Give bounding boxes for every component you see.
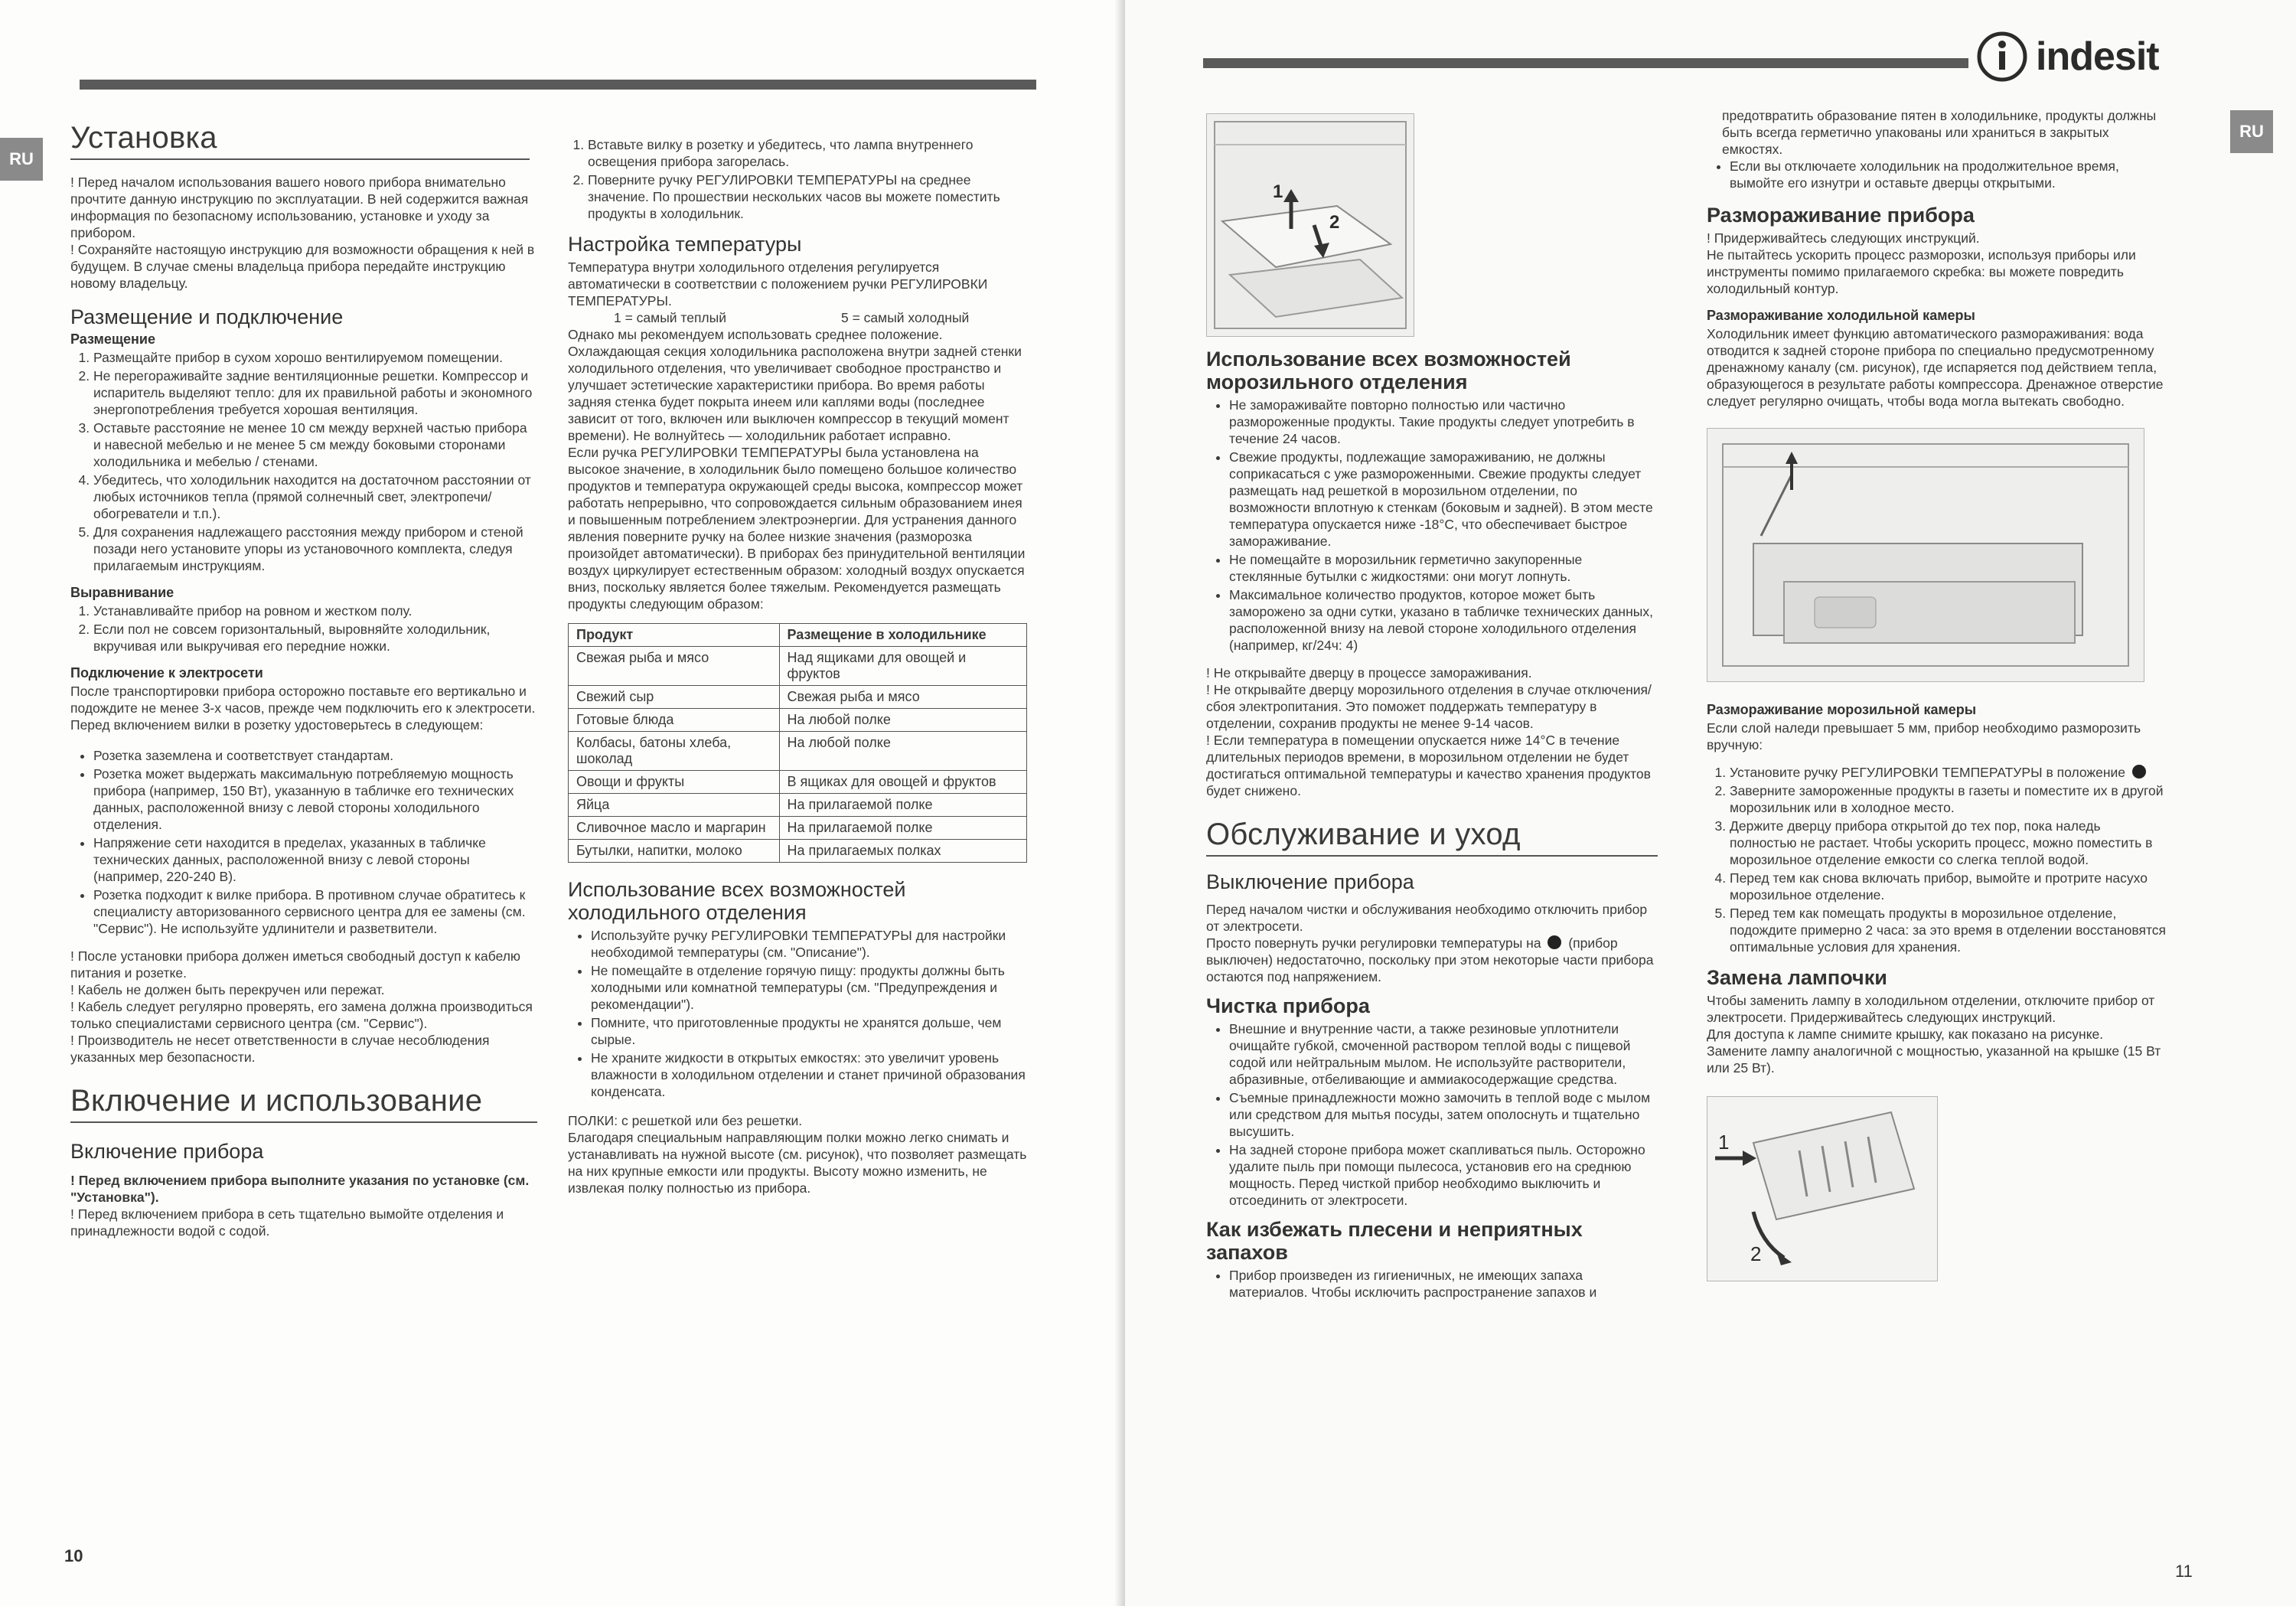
placement-list (70, 349, 537, 574)
continuation-text: предотвратить образование пятен в холодильнике, продукты должны быть всегда герметично упакованы или храниться в закрытых емкостях. (1722, 108, 2157, 157)
list-item (1730, 764, 2166, 781)
heading-placement: Размещение и подключение (70, 305, 344, 328)
list-item: 3. Оставьте расстояние не менее 10 см между верхней частью прибора и навесной мебелью и не менее 5 см между боковыми сторонами холодильника и мебелью / стенами. (93, 419, 537, 470)
table-cell: Сливочное масло и маргарин (569, 817, 780, 840)
power-warning: ! Кабель следует регулярно проверять, его замена должна производиться только специалистами сервисного центра (см. "Сервис"). (70, 999, 533, 1031)
freezer-warning: ! Не открывайте дверцу морозильного отделения в случае отключения/сбоя электропитания. Это поможет поддержать температуру в отделении, сохранив продукты не менее 9-14 часов. (1206, 682, 1652, 731)
shelves-label: ПОЛКИ (568, 1113, 615, 1128)
list-item: 3. Держите дверцу прибора открытой до тех пор, пока наледь полностью не растает. Чтобы ускорить процесс, можно поместить в морозильное отделение емкости со слегка теплой водой. (1730, 818, 2166, 868)
off-position-icon (1548, 935, 1561, 949)
temp-text-1: Температура внутри холодильного отделения регулируется автоматически в соответствии с положением ручки РЕГУЛИРОВКИ ТЕМПЕРАТУРЫ. (568, 260, 988, 308)
shelf-drawing (1207, 114, 1414, 336)
off-position-icon (2132, 765, 2146, 779)
heading-temperature: Настройка температуры (568, 233, 802, 256)
table-cell: В ящиках для овощей и фруктов (779, 771, 1026, 794)
list-item: • Максимальное количество продуктов, которое может быть заморожено за одни сутки, указано в табличке технических данных, расположенной внизу на левой стороне холодильного отделения (например, кг/24ч: 4) (1229, 586, 1658, 654)
list-item: 4. Убедитесь, что холодильник находится на достаточном расстоянии от любых источников тепла (прямой солнечный свет, электропечи/обогреватели и т.п.). (93, 472, 537, 522)
section-title-switch-on: Включение и использование (70, 1084, 537, 1123)
table-row (569, 794, 1027, 817)
heading-switch-on: Включение прибора (70, 1140, 264, 1163)
language-tab: RU (0, 138, 43, 181)
power-warning: ! Производитель не несет ответственности в случае несоблюдения указанных мер безопасности. (70, 1033, 490, 1065)
table-row (569, 817, 1027, 840)
subheading-leveling: Выравнивание (70, 585, 174, 600)
mold-list (1206, 1267, 1658, 1301)
fridge-defrost-text: Холодильник имеет функцию автоматического размораживания: вода отводится к задней стороне прибора по специально предусмотренному дренажному каналу (см. рисунок), где испаряется под действием тепла, образующегося в результате работы компрессора. Дренажное отверстие следует регулярно очищать, чтобы вода могла вытекать свободно. (1707, 326, 2164, 409)
subheading-placement: Размещение (70, 331, 155, 347)
table-header: Размещение в холодильнике (779, 624, 1026, 647)
temp-text-2: Однако мы рекомендуем использовать среднее положение. Охлаждающая секция холодильника расположена внутри задней стенки холодильного отделения, что увеличивает свободное пространство и улучшает эстетические характеристики прибора. Во время работы задняя стенка будет покрыта инеем или каплями воды (последнее зависит от того, включен или выключен компрессор в текущий момент времени). Не волнуйтесь — холодильник работает исправно. (568, 327, 1022, 443)
switch-off-text-2a: Просто повернуть ручки регулировки температуры на (1206, 935, 1541, 951)
temp-cold: 5 = самый холодный (841, 310, 970, 325)
top-rule (80, 80, 1036, 90)
table-cell: Овощи и фрукты (569, 771, 780, 794)
list-item: 2. Не перегораживайте задние вентиляционные решетки. Компрессор и испаритель выделяют тепло: для их правильной работы и экономного энергопотребления требуется хорошая вентиляция. (93, 367, 537, 418)
shelves-label-rest: : с решеткой или без решетки. (614, 1113, 803, 1128)
list-item: 4. Перед тем как снова включать прибор, вымойте и протрите насухо морозильное отделение. (1730, 870, 2166, 903)
list-item: 2. Заверните замороженные продукты в газеты и поместите их в другой морозильник или в холодное место. (1730, 782, 2166, 816)
freezer-warning: ! Если температура в помещении опускается ниже 14°С в течение длительных периодов времени, в морозильном отделении не будет достигаться оптимальной температуры и качество хранения продуктов будет снижено. (1206, 733, 1651, 798)
heading-mold: Как избежать плесени и неприятных запахов (1206, 1218, 1583, 1264)
heading-cleaning: Чистка прибора (1206, 994, 1370, 1017)
language-tab: RU (2230, 110, 2273, 153)
subheading-fridge-defrost: Размораживание холодильной камеры (1707, 308, 1975, 323)
temp-scale (568, 309, 1027, 326)
list-item: • Напряжение сети находится в пределах, указанных в табличке технических данных, расположенной внизу с левой стороны (например, 220-240 В). (93, 834, 537, 885)
list-item: • Не помещайте в морозильник герметично закупоренные стеклянные бутылки с жидкостями: они могут лопнуть. (1229, 551, 1658, 585)
freezer-defrost-list (1707, 764, 2166, 955)
heading-defrost: Размораживание прибора (1707, 204, 1975, 227)
shelves-heading (568, 1112, 1027, 1129)
list-item: • Розетка заземлена и соответствует стандартам. (93, 747, 537, 764)
heading-fridge-use: Использование всех возможностей холодильного отделения (568, 878, 906, 924)
leveling-list (70, 602, 537, 654)
list-item: • Не храните жидкости в открытых емкостях: это увеличит уровень влажности в холодильном отделении и станет причиной образования конденсата. (591, 1049, 1027, 1100)
left-column-1 (70, 121, 537, 1239)
fridge-use-list (568, 927, 1027, 1100)
drain-illustration (1707, 428, 2144, 682)
shelves-text: Благодаря специальным направляющим полки можно легко снимать и устанавливать на нужной высоте (см. рисунок), что позволяет размещать на них крупные емкости или продукты. Высоту можно изменить, не извлекая полку полностью из прибора. (568, 1130, 1027, 1196)
list-item: 1. Размещайте прибор в сухом хорошо вентилируемом помещении. (93, 349, 537, 366)
list-item: • Прибор произведен из гигиеничных, не имеющих запаха материалов. Чтобы исключить распространение запахов и (1229, 1267, 1658, 1301)
list-item: • На задней стороне прибора может скапливаться пыль. Осторожно удалите пыль при помощи пылесоса, установив его на среднюю мощность. Перед чисткой прибор необходимо выключить и отсоединить от электросети. (1229, 1141, 1658, 1209)
figure-label: 2 (1329, 212, 1340, 233)
list-item: • Свежие продукты, подлежащие замораживанию, не должны соприкасаться с уже размороженными. Свежие продукты следует размещать над решеткой в морозильном отделении, по возможности вплотную к стенкам (боковым и задней). В этом месте температура опускается ниже -18°С, что обеспечивает быстрое замораживание. (1229, 449, 1658, 550)
table-header: Продукт (569, 624, 780, 647)
table-cell: На прилагаемой полке (779, 817, 1026, 840)
table-cell: Свежая рыба и мясо (569, 647, 780, 686)
temp-warm: 1 = самый теплый (614, 310, 726, 325)
lamp-text-2: Для доступа к лампе снимите крышку, как показано на рисунке. Замените лампу аналогичной с мощностью, указанной на крышке (15 Вт или 25 Вт). (1707, 1027, 2161, 1076)
list-item: • Не замораживайте повторно полностью или частично размороженные продукты. Такие продукты следует употребить в течение 24 часов. (1229, 397, 1658, 447)
heading-lamp: Замена лампочки (1707, 966, 1887, 989)
right-column-1 (1206, 113, 1658, 1302)
section-title-installation: Установка (70, 121, 530, 160)
power-warning: ! Кабель не должен быть перекручен или пережат. (70, 982, 385, 997)
brand-name: indesit (2036, 34, 2159, 79)
left-column-2 (568, 136, 1027, 1196)
list-item: • Помните, что приготовленные продукты не хранятся дольше, чем сырые. (591, 1014, 1027, 1048)
table-cell: Над ящиками для овощей и фруктов (779, 647, 1026, 686)
drain-drawing (1707, 429, 2144, 681)
switch-warning: ! Перед включением прибора в сеть тщательно вымойте отделения и принадлежности водой с содой. (70, 1206, 504, 1239)
table-header-row (569, 624, 1027, 647)
switch-off-text-2b: (прибор выключен) недостаточно, поскольку при этом некоторые части прибора остаются под напряжением. (1206, 935, 1654, 984)
freezer-warning: ! Не открывайте дверцу в процессе замораживания. (1206, 665, 1532, 681)
list-item: 5. Перед тем как помещать продукты в морозильное отделение, подождите примерно 2 часа: за это время в отделении восстановятся оптимальные условия для хранения. (1730, 905, 2166, 955)
table-cell: На любой полке (779, 709, 1026, 732)
table-row (569, 686, 1027, 709)
table-cell: Яйца (569, 794, 780, 817)
table-cell: Готовые блюда (569, 709, 780, 732)
heading-switch-off: Выключение прибора (1206, 870, 1414, 893)
list-item: • Съемные принадлежности можно замочить в теплой воде с мылом или средством для мытья посуды, затем ополоснуть и тщательно высушить. (1229, 1089, 1658, 1140)
freezer-defrost-text: Если слой наледи превышает 5 мм, прибор необходимо разморозить вручную: (1707, 720, 2141, 752)
subheading-freezer-defrost: Размораживание морозильной камеры (1707, 702, 1977, 717)
start-list (568, 136, 1027, 222)
switch-warning-bold: ! Перед включением прибора выполните указания по установке (см. "Установка"). (70, 1173, 530, 1205)
list-item: 2. Поверните ручку РЕГУЛИРОВКИ ТЕМПЕРАТУРЫ на среднее значение. По прошествии нескольких часов вы можете поместить продукты в холодильник. (588, 171, 1027, 222)
list-item: • Розетка подходит к вилке прибора. В противном случае обратитесь к специалисту авторизованного сервисного центра для ее замены (см. "Сервис"). Не используйте удлинители и разветвители. (93, 886, 537, 937)
table-cell: Колбасы, батоны хлеба, шоколад (569, 732, 780, 771)
defrost-warning: ! Придерживайтесь следующих инструкций. (1707, 230, 1980, 246)
continuation-list (1707, 158, 2166, 191)
list-item: • Розетка может выдержать максимальную потребляемую мощность прибора (например, 150 Вт), указанную в табличке его технических данных, расположенной внизу с левой стороны холодильного отделения. (93, 765, 537, 833)
intro-warning-2: ! Сохраняйте настоящую инструкцию для возможности обращения к ней в будущем. В случае смены владельца прибора передайте инструкцию новому владельцу. (70, 242, 535, 291)
switch-off-text-1: Перед началом чистки и обслуживания необходимо отключить прибор от электросети. (1206, 902, 1648, 934)
table-cell: На прилагаемой полке (779, 794, 1026, 817)
right-column-2 (1707, 107, 2166, 1281)
figure-label: 2 (1750, 1242, 1762, 1265)
table-cell: Свежий сыр (569, 686, 780, 709)
section-title-care: Обслуживание и уход (1206, 818, 1658, 857)
page-number: 10 (64, 1546, 83, 1565)
figure-label: 1 (1273, 181, 1283, 202)
brand-logo (1975, 28, 2219, 84)
temp-text-3: Если ручка РЕГУЛИРОВКИ ТЕМПЕРАТУРЫ была установлена на высокое значение, в холодильник было помещено большое количество продуктов и температура окружающей среды высока, компрессор может работать непрерывно, что сопровождается сильным образованием инея и повышенным потреблением электроэнергии. Для устранения данного явления поверните ручку на более низкие значения (разморозка произойдет автоматически). В приборах без принудительной вентиляции воздух циркулирует естественным образом: холодный воздух опускается вниз, поскольку является более тяжелым. Рекомендуется размещать продукты следующим образом: (568, 445, 1026, 612)
food-placement-table (568, 623, 1027, 863)
lamp-drawing (1707, 1097, 1937, 1281)
list-item: 2. Если пол не совсем горизонтальный, выровняйте холодильник, вкручивая или выкручивая его передние ножки. (93, 621, 537, 654)
defrost-text: Не пытайтесь ускорить процесс разморозки, используя приборы или инструменты помимо прилагаемого скребка: вы можете повредить холодильный контур. (1707, 247, 2136, 296)
list-item: • Используйте ручку РЕГУЛИРОВКИ ТЕМПЕРАТУРЫ для настройки необходимой температуры (см. "Описание"). (591, 927, 1027, 961)
list-item: • Внешние и внутренние части, а также резиновые уплотнители очищайте губкой, смоченной раствором теплой воды с пищевой содой или нейтральным мылом. Не используйте растворители, абразивные, отбеливающие и аммиакосодержащие средства. (1229, 1020, 1658, 1088)
table-cell: Бутылки, напитки, молоко (569, 840, 780, 863)
lamp-text-1: Чтобы заменить лампу в холодильном отделении, отключите прибор от электросети. Придерживайтесь следующих инструкций. (1707, 993, 2155, 1025)
table-cell: Свежая рыба и мясо (779, 686, 1026, 709)
list-item: • Не помещайте в отделение горячую пищу: продукты должны быть холодными или комнатной температуры (см. "Предупреждения и рекомендации"). (591, 962, 1027, 1013)
list-item: 1. Устанавливайте прибор на ровном и жестком полу. (93, 602, 537, 619)
list-item: • Если вы отключаете холодильник на продолжительное время, вымойте его изнутри и оставьте дверцы открытыми. (1730, 158, 2166, 191)
page-number: 11 (2175, 1562, 2193, 1581)
table-row (569, 771, 1027, 794)
figure-label: 1 (1718, 1131, 1730, 1154)
top-rule (1203, 58, 1968, 68)
list-item: 5. Для сохранения надлежащего расстояния между прибором и стеной позади него установите упоры из установочного комплекта, следуя прилагаемым инструкциям. (93, 524, 537, 574)
power-warning: ! После установки прибора должен иметься свободный доступ к кабелю питания и розетке. (70, 948, 521, 981)
right-page (1125, 0, 2296, 1606)
lamp-illustration (1707, 1096, 1938, 1281)
table-row (569, 647, 1027, 686)
freezer-use-list (1206, 397, 1658, 654)
table-cell: На любой полке (779, 732, 1026, 771)
table-row (569, 732, 1027, 771)
power-list (70, 747, 537, 937)
left-page (0, 0, 1125, 1606)
switch-off-text-2 (1206, 935, 1658, 985)
subheading-power: Подключение к электросети (70, 665, 263, 681)
cleaning-list (1206, 1020, 1658, 1209)
freezer-defrost-step-1: Установите ручку РЕГУЛИРОВКИ ТЕМПЕРАТУРЫ в положение (1730, 765, 2125, 780)
table-row (569, 709, 1027, 732)
heading-freezer-use: Использование всех возможностей морозильного отделения (1206, 348, 1571, 393)
table-cell: На прилагаемых полках (779, 840, 1026, 863)
intro-warning-1: ! Перед началом использования вашего нового прибора внимательно прочтите данную инструкцию по эксплуатации. В ней содержится важная информация по безопасному использованию, установке и уходу за прибором. (70, 175, 529, 240)
table-row (569, 840, 1027, 863)
shelf-illustration (1206, 113, 1414, 337)
power-text: После транспортировки прибора осторожно поставьте его вертикально и подождите не менее 3-х часов, прежде чем подключить его к электросети. Перед включением вилки в розетку удостоверьтесь в следующем: (70, 684, 536, 733)
list-item: 1. Вставьте вилку в розетку и убедитесь, что лампа внутреннего освещения прибора загорелась. (588, 136, 1027, 170)
